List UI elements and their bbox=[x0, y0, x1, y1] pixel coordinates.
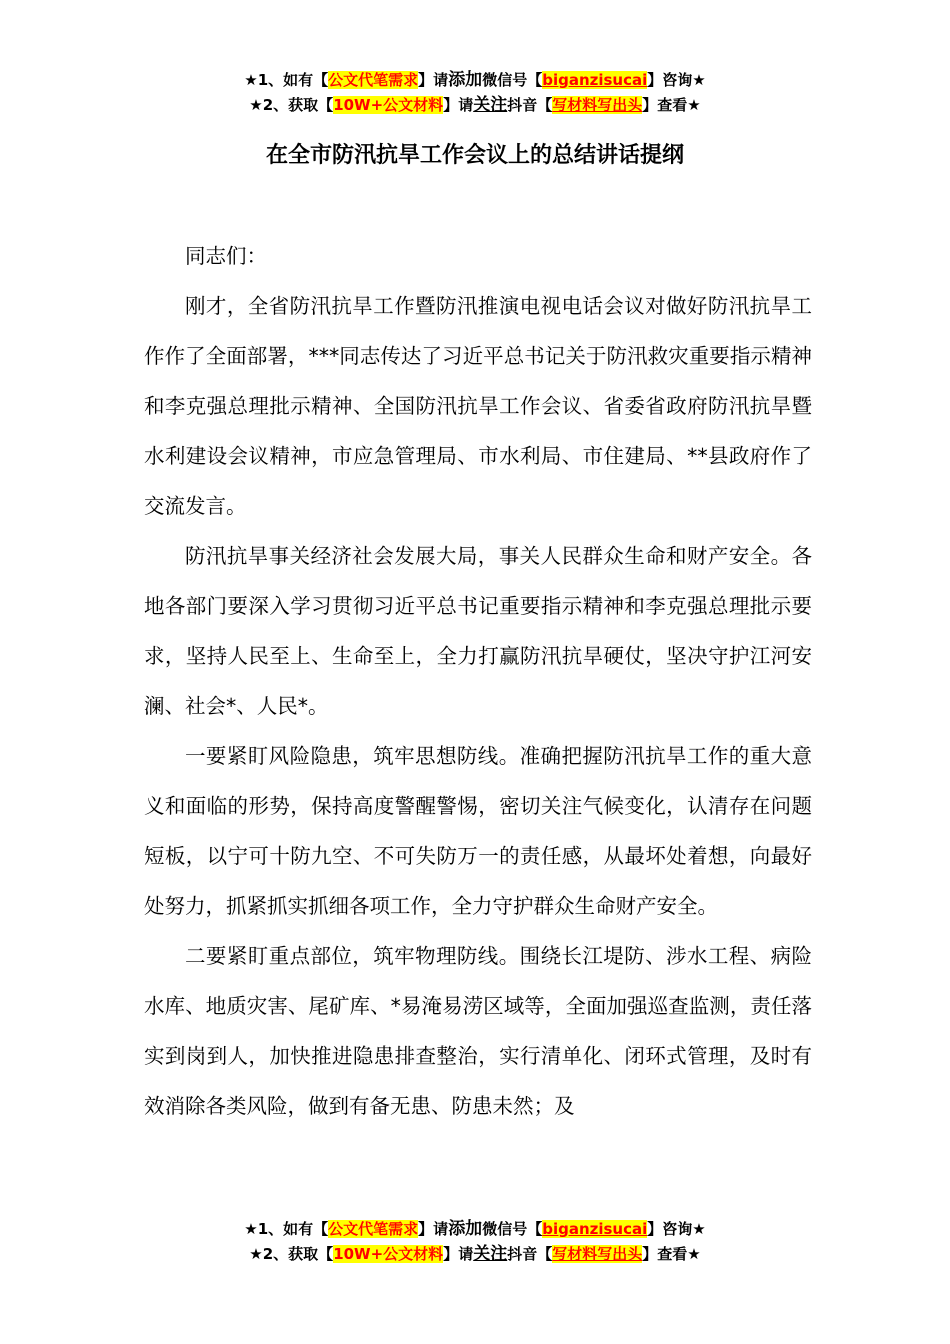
banner-text: 】请 bbox=[418, 71, 449, 89]
paragraph: 二要紧盯重点部位，筑牢物理防线。围绕长江堤防、涉水工程、病险水库、地质灾害、尾矿库、*易淹易涝区域等，全面加强巡查监测，责任落实到岗到人，加快推进隐患排查整治，实行清单化、闭环式管理，及时有效消除各类风险，做到有备无患、防患未然；及 bbox=[144, 944, 812, 1118]
banner-text: ★2、获取【 bbox=[249, 1245, 334, 1263]
banner-emphasis: 添加 bbox=[448, 70, 483, 90]
salutation: 同志们： bbox=[185, 244, 267, 268]
banner-emphasis: 添加 bbox=[448, 1219, 483, 1239]
document-body bbox=[144, 231, 812, 1131]
banner-text: 】请 bbox=[443, 1245, 474, 1263]
paragraph: 防汛抗旱事关经济社会发展大局，事关人民群众生命和财产安全。各地各部门要深入学习贯彻习近平总书记重要指示精神和李克强总理批示要求，坚持人民至上、生命至上，全力打赢防汛抗旱硬仗，坚决守护江河安澜、社会*、人民*。 bbox=[144, 544, 812, 718]
banner-highlight-wechat: biganzisucai bbox=[542, 1220, 648, 1238]
banner-highlight-douyin: 写材料写出头 bbox=[552, 1245, 643, 1263]
banner-highlight: 10W+公文材料 bbox=[333, 1245, 444, 1263]
banner-highlight: 公文代笔需求 bbox=[328, 71, 419, 89]
banner-highlight: 10W+公文材料 bbox=[333, 96, 444, 114]
header-banner bbox=[0, 68, 950, 118]
banner-text: 抖音【 bbox=[507, 1245, 553, 1263]
banner-text: 】请 bbox=[443, 96, 474, 114]
banner-text: 抖音【 bbox=[507, 96, 553, 114]
banner-text: ★1、如有【 bbox=[244, 1220, 329, 1238]
banner-text: 】查看★ bbox=[642, 96, 701, 114]
paragraph: 一要紧盯风险隐患，筑牢思想防线。准确把握防汛抗旱工作的重大意义和面临的形势，保持高度警醒警惕，密切关注气候变化，认清存在问题短板，以宁可十防九空、不可失防万一的责任感，从最坏处着想，向最好处努力，抓紧抓实抓细各项工作，全力守护群众生命财产安全。 bbox=[144, 744, 812, 918]
banner-text: 】咨询★ bbox=[647, 1220, 706, 1238]
document-title: 在全市防汛抗旱工作会议上的总结讲话提纲 bbox=[265, 143, 684, 168]
banner-emphasis: 关注 bbox=[473, 95, 508, 115]
banner-emphasis: 关注 bbox=[473, 1244, 508, 1264]
banner-line-2 bbox=[0, 93, 950, 118]
paragraph: 刚才，全省防汛抗旱工作暨防汛推演电视电话会议对做好防汛抗旱工作作了全面部署，***同志传达了习近平总书记关于防汛救灾重要指示精神和李克强总理批示精神、全国防汛抗旱工作会议、省委省政府防汛抗旱暨水利建设会议精神，市应急管理局、市水利局、市住建局、**县政府作了交流发言。 bbox=[144, 294, 812, 518]
banner-text: 微信号【 bbox=[482, 71, 543, 89]
banner-text: 】查看★ bbox=[642, 1245, 701, 1263]
banner-text: 】请 bbox=[418, 1220, 449, 1238]
footer-banner bbox=[0, 1217, 950, 1267]
banner-highlight-wechat: biganzisucai bbox=[542, 71, 648, 89]
banner-line-2 bbox=[0, 1242, 950, 1267]
banner-line-1 bbox=[0, 68, 950, 93]
banner-line-1 bbox=[0, 1217, 950, 1242]
banner-text: ★1、如有【 bbox=[244, 71, 329, 89]
banner-text: 】咨询★ bbox=[647, 71, 706, 89]
banner-highlight: 公文代笔需求 bbox=[328, 1220, 419, 1238]
banner-text: 微信号【 bbox=[482, 1220, 543, 1238]
banner-text: ★2、获取【 bbox=[249, 96, 334, 114]
banner-highlight-douyin: 写材料写出头 bbox=[552, 96, 643, 114]
